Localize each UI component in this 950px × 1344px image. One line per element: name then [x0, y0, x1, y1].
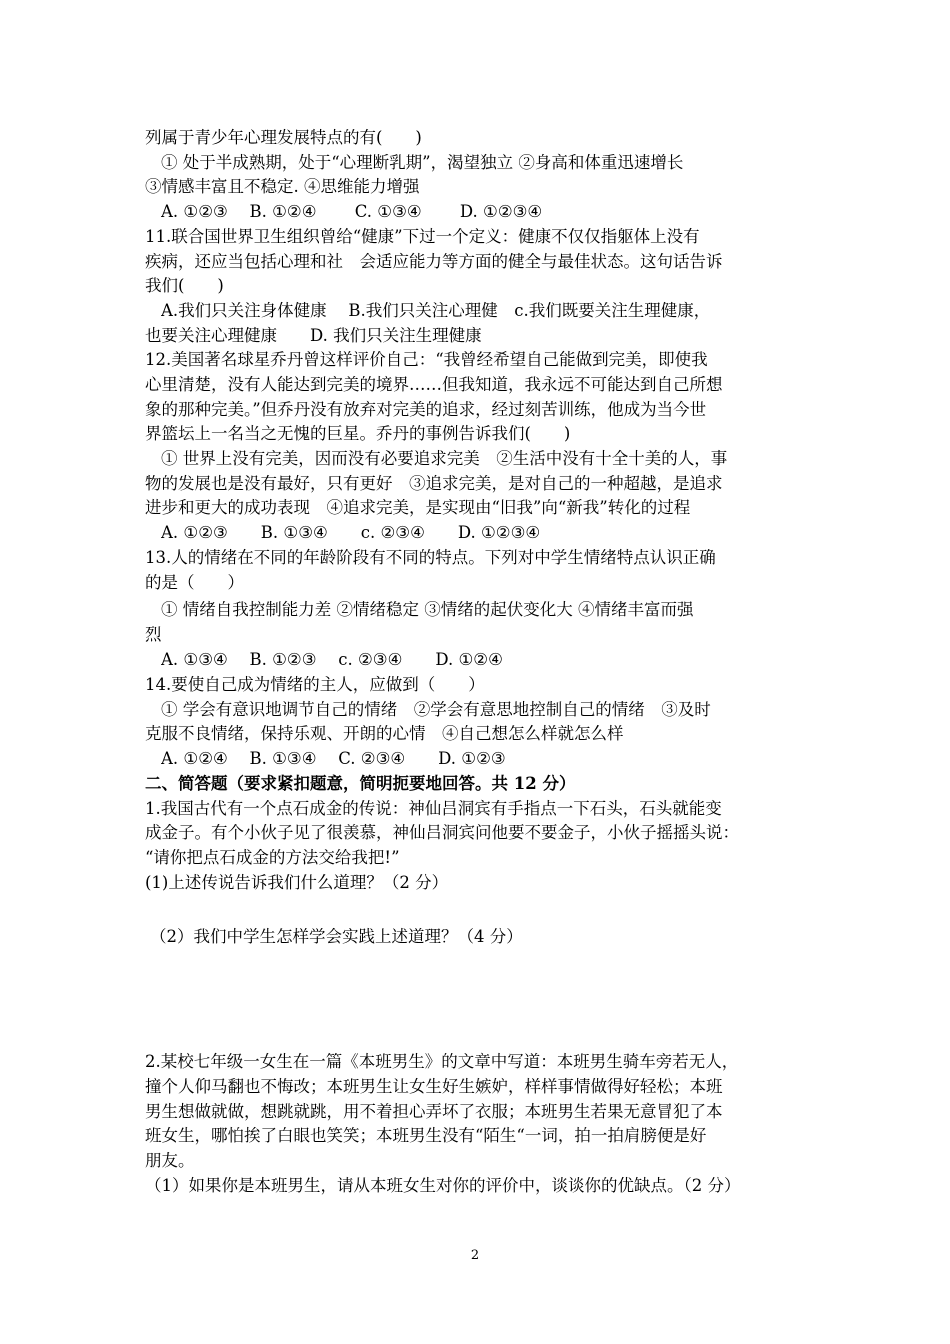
- q12-option-line: ① 世界上没有完美，因而没有必要追求完美 ②生活中没有十全十美的人，事: [161, 449, 728, 468]
- q13-choices: A. ①③④ B. ①②③ c. ②③④ D. ①②④: [161, 650, 503, 669]
- q14-option-line: ① 学会有意识地调节自己的情绪 ②学会有意思地控制自己的情绪 ③及时: [161, 700, 711, 719]
- sa1-stem-line: 1.我国古代有一个点石成金的传说：神仙吕洞宾有手指点一下石头，石头就能变: [145, 799, 722, 818]
- sa2-stem-line: 撞个人仰马翻也不悔改；本班男生让女生好生嫉妒，样样事情做得好轻松；本班: [145, 1077, 723, 1096]
- q10-option-line: ① 处于半成熟期，处于“心理断乳期”，渴望独立 ②身高和体重迅速增长: [161, 153, 684, 172]
- sa1-stem-line: “请你把点石成金的方法交给我把!”: [145, 848, 400, 867]
- sa1-subquestion: （2）我们中学生怎样学会实践上述道理？（4 分）: [150, 927, 523, 946]
- sa2-stem-line: 班女生，哪怕挨了白眼也笑笑；本班男生没有“陌生“一词，拍一拍肩膀便是好: [145, 1126, 707, 1145]
- q12-stem-line: 12.美国著名球星乔丹曾这样评价自己：“我曾经希望自己能做到完美，即使我: [145, 350, 708, 369]
- sa2-stem-line: 男生想做就做，想跳就跳，用不着担心弄坏了衣服；本班男生若果无意冒犯了本: [145, 1102, 723, 1121]
- q11-stem-line: 疾病，还应当包括心理和社 会适应能力等方面的健全与最佳状态。这句话告诉: [145, 252, 723, 271]
- q10-choices: A. ①②③ B. ①②④ C. ①③④ D. ①②③④: [161, 202, 543, 221]
- section-heading: 二、简答题（要求紧扣题意，简明扼要地回答。共 12 分）: [145, 774, 576, 793]
- q12-stem-line: 象的那种完美。”但乔丹没有放弃对完美的追求，经过刻苦训练，他成为当今世: [145, 400, 707, 419]
- page-number: 2: [470, 1248, 480, 1263]
- q13-stem-line: 13.人的情绪在不同的年龄阶段有不同的特点。下列对中学生情绪特点认识正确: [145, 548, 716, 567]
- sa2-stem-line: 朋友。: [145, 1151, 195, 1170]
- q10-option-line: ③情感丰富且不稳定. ④思维能力增强: [145, 177, 420, 196]
- q13-option-line: 烈: [145, 625, 162, 644]
- q11-choices: A.我们只关注身体健康 B.我们只关注心理健 c.我们既要关注生理健康，: [161, 301, 711, 320]
- q13-option-line: ① 情绪自我控制能力差 ②情绪稳定 ③情绪的起伏变化大 ④情绪丰富而强: [161, 600, 694, 619]
- q12-option-line: 物的发展也是没有最好，只有更好 ③追求完美，是对自己的一种超越，是追求: [145, 474, 723, 493]
- sa2-subquestion: （1）如果你是本班男生，请从本班女生对你的评价中，谈谈你的优缺点。（2 分）: [145, 1176, 741, 1195]
- q11-stem-line: 11.联合国世界卫生组织曾给“健康”下过一个定义：健康不仅仅指躯体上没有: [145, 227, 700, 246]
- q14-choices: A. ①②④ B. ①③④ C. ②③④ D. ①②③: [161, 749, 506, 768]
- q14-stem-line: 14.要使自己成为情绪的主人，应做到（ ）: [145, 675, 485, 694]
- sa1-stem-line: 成金子。有个小伙子见了很羡慕，神仙吕洞宾问他要不要金子，小伙子摇摇头说：: [145, 823, 739, 842]
- q14-option-line: 克服不良情绪，保持乐观、开朗的心情 ④自己想怎么样就怎么样: [145, 724, 624, 743]
- sa1-subquestion: (1)上述传说告诉我们什么道理？（2 分）: [145, 873, 449, 892]
- q11-choices: 也要关注心理健康 D. 我们只关注生理健康: [145, 326, 482, 345]
- q12-stem-line: 心里清楚，没有人能达到完美的境界……但我知道，我永远不可能达到自己所想: [145, 375, 723, 394]
- q12-choices: A. ①②③ B. ①③④ c. ②③④ D. ①②③④: [161, 523, 541, 542]
- sa2-stem-line: 2.某校七年级一女生在一篇《本班男生》的文章中写道：本班男生骑车旁若无人，: [145, 1052, 739, 1071]
- q10-stem-line: 列属于青少年心理发展特点的有( ): [145, 128, 422, 147]
- q11-stem-line: 我们( ): [145, 276, 224, 295]
- q13-stem-line: 的是（ ）: [145, 573, 244, 592]
- q12-stem-line: 界篮坛上一名当之无愧的巨星。乔丹的事例告诉我们( ): [145, 424, 571, 443]
- q12-option-line: 进步和更大的成功表现 ④追求完美，是实现由“旧我”向“新我”转化的过程: [145, 498, 691, 517]
